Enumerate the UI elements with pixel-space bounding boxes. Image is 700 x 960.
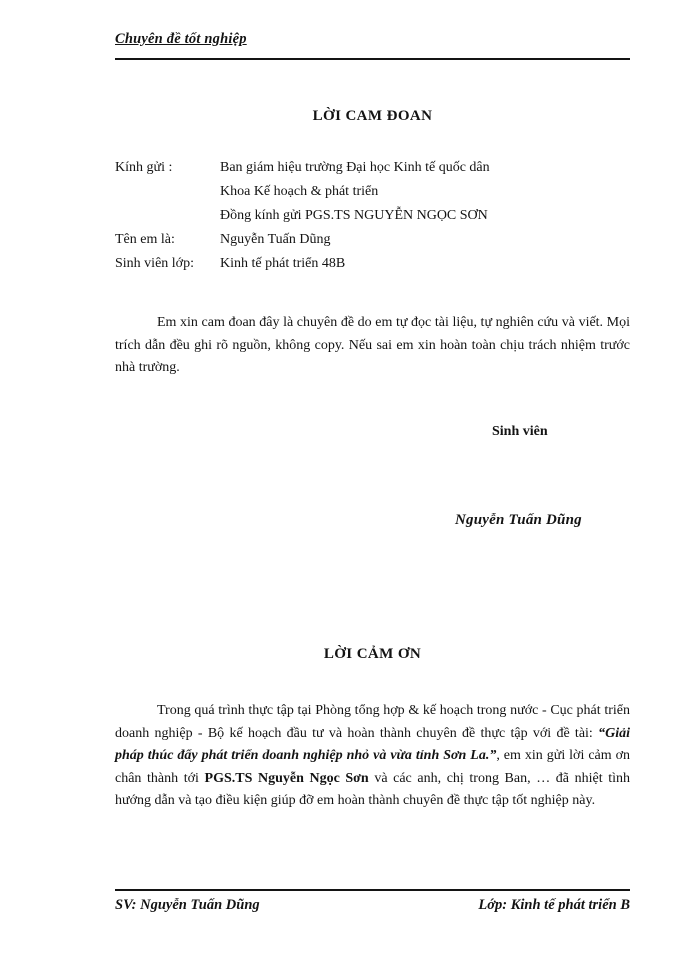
- document-header: [115, 30, 630, 60]
- thesis-title-text: “Giải pháp thúc đẩy phát triển doanh nghiệp nhỏ và vừa tỉnh Sơn La.”: [115, 725, 630, 763]
- student-class-label: Sinh viên lớp:: [115, 256, 194, 271]
- recipient-label-spacer-2: [115, 204, 220, 228]
- signature-role: Sinh viên: [492, 424, 548, 439]
- signature-name: Nguyễn Tuấn Dũng: [455, 512, 582, 528]
- recipient-line-2: Khoa Kế hoạch & phát triển: [220, 184, 379, 199]
- cam-on-text-1: Trong quá trình thực tập tại Phòng tổng hợp & kế hoạch trong nước - Cục phát triển doanh nghiệp - Bộ kế hoạch đầu tư và hoàn thành chuyên đề thực tập với đề tài:: [115, 703, 630, 741]
- cam-doan-paragraph: Em xin cam đoan đây là chuyên đề do em tự đọc tài liệu, tự nghiên cứu và viết. Mọi trích dẫn đều ghi rõ nguồn, không copy. Nếu sai em xin hoàn toàn chịu trách nhiệm trước nhà trường.: [115, 315, 630, 375]
- section-title-cam-doan: LỜI CAM ĐOAN: [312, 108, 433, 124]
- section-title-cam-on: LỜI CẢM ƠN: [323, 646, 422, 662]
- recipient-line-1: Ban giám hiệu trường Đại học Kinh tế quốc dân: [220, 160, 490, 175]
- footer-class-name: Lớp: Kinh tế phát triển B: [478, 897, 630, 913]
- supervisor-name-text: PGS.TS Nguyễn Ngọc Sơn: [204, 770, 369, 786]
- recipient-line-3: Đồng kính gửi PGS.TS NGUYỄN NGỌC SƠN: [220, 208, 488, 223]
- student-name-label: Tên em là:: [115, 232, 175, 247]
- student-name-value: Nguyễn Tuấn Dũng: [220, 232, 331, 247]
- document-footer: [115, 889, 630, 914]
- recipient-label: Kính gửi :: [115, 160, 173, 175]
- document-header-title: Chuyên đề tốt nghiệp: [115, 31, 247, 47]
- recipient-label-spacer-1: [115, 180, 220, 204]
- cam-on-text-2: , em xin gửi lời cảm ơn chân thành tới: [115, 748, 631, 786]
- footer-student-name: SV: Nguyễn Tuấn Dũng: [115, 897, 260, 913]
- recipient-block: [115, 156, 630, 276]
- student-class-value: Kinh tế phát triển 48B: [220, 256, 346, 271]
- cam-on-paragraph: [115, 700, 630, 813]
- cam-on-text-3: và các anh, chị trong Ban, … đã nhiệt tình hướng dẫn và tạo điều kiện giúp đỡ em hoàn thành chuyên đề thực tập tốt nghiệp này.: [115, 770, 630, 808]
